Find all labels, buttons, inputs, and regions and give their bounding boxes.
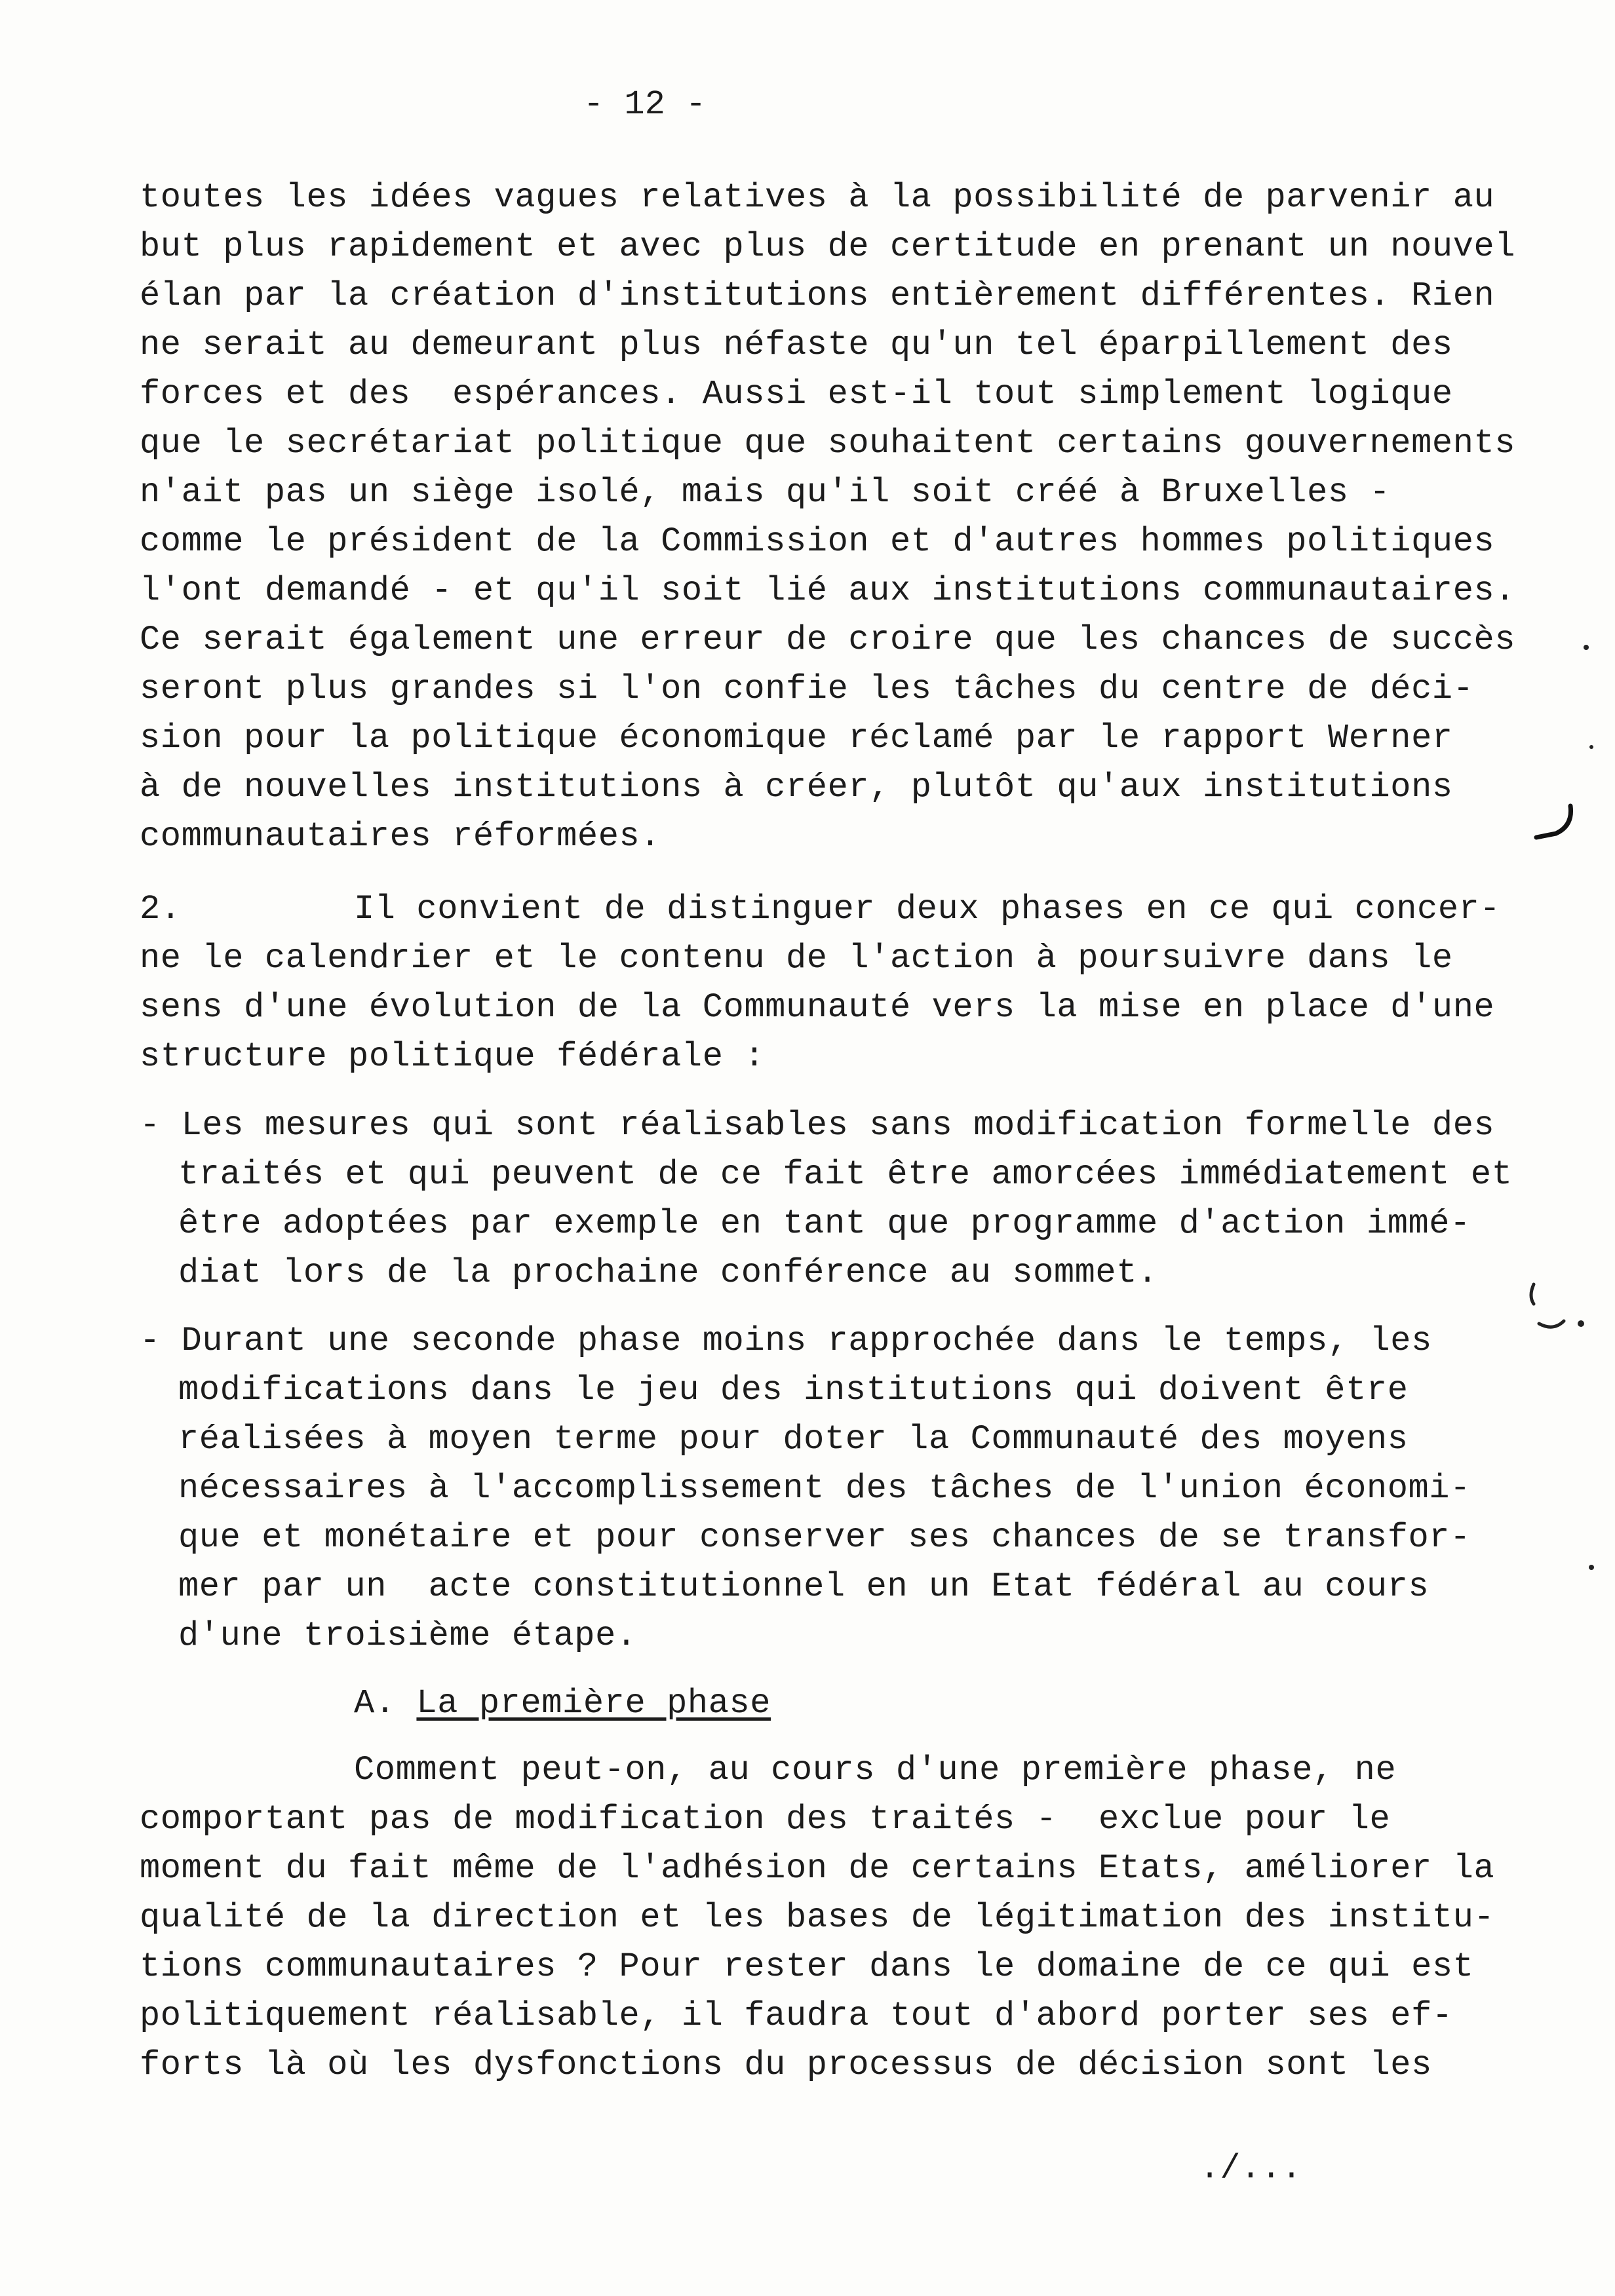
text-line: être adoptées par exemple en tant que programme d'action immé- — [178, 1204, 1471, 1243]
text-line: comme le président de la Commission et d'autres hommes politiques — [140, 522, 1495, 561]
text-line: que le secrétariat politique que souhaitent certains gouvernements — [140, 424, 1516, 463]
text-line: forts là où les dysfonctions du processus de décision sont les — [140, 2046, 1432, 2084]
section-heading — [354, 1684, 771, 1723]
text-line: toutes les idées vagues relatives à la possibilité de parvenir au — [140, 178, 1495, 217]
text-line: forces et des espérances. Aussi est-il tout simplement logique — [140, 375, 1453, 413]
margin-dot — [1589, 1565, 1594, 1570]
text-line: n'ait pas un siège isolé, mais qu'il soit créé à Bruxelles - — [140, 473, 1391, 512]
margin-dot — [1584, 645, 1589, 650]
text-line: ne le calendrier et le contenu de l'action à poursuivre dans le — [140, 939, 1453, 978]
section-number: 2. — [140, 890, 182, 928]
margin-dot — [1578, 1320, 1584, 1327]
text-line: l'ont demandé - et qu'il soit lié aux institutions communautaires. — [140, 571, 1516, 610]
text-line: seront plus grandes si l'on confie les tâches du centre de déci- — [140, 670, 1474, 708]
text-line: à de nouvelles institutions à créer, plutôt qu'aux institutions — [140, 768, 1453, 807]
margin-curve-mark — [1531, 1284, 1564, 1327]
text-line: Comment peut-on, au cours d'une première phase, ne — [354, 1751, 1397, 1789]
text-line: diat lors de la prochaine conférence au sommet. — [178, 1253, 1158, 1292]
text-line: sion pour la politique économique réclamé par le rapport Werner — [140, 719, 1453, 757]
text-line: comportant pas de modification des traités - exclue pour le — [140, 1800, 1391, 1839]
margin-dot — [1589, 745, 1593, 749]
text-line: structure politique fédérale : — [140, 1037, 766, 1076]
margin-curve-mark — [1536, 806, 1571, 837]
page-number: - 12 - — [583, 85, 707, 124]
section-heading-title: La première phase — [416, 1684, 771, 1723]
text-line: que et monétaire et pour conserver ses chances de se transfor- — [178, 1518, 1471, 1557]
text-line: nécessaires à l'accomplissement des tâches de l'union économi- — [178, 1469, 1471, 1508]
text-line: traités et qui peuvent de ce fait être amorcées immédiatement et — [178, 1155, 1513, 1194]
text-line: réalisées à moyen terme pour doter la Communauté des moyens — [178, 1420, 1409, 1459]
text-line: moment du fait même de l'adhésion de certains Etats, améliorer la — [140, 1849, 1495, 1888]
text-line: - Durant une seconde phase moins rapprochée dans le temps, les — [140, 1322, 1432, 1360]
text-line: Il convient de distinguer deux phases en ce qui concer- — [354, 890, 1501, 928]
text-line: - Les mesures qui sont réalisables sans modification formelle des — [140, 1106, 1495, 1145]
text-line: politiquement réalisable, il faudra tout d'abord porter ses ef- — [140, 1997, 1453, 2035]
text-line: mer par un acte constitutionnel en un Etat fédéral au cours — [178, 1567, 1430, 1606]
text-line: tions communautaires ? Pour rester dans le domaine de ce qui est — [140, 1947, 1474, 1986]
section-heading-prefix: A. — [354, 1684, 417, 1723]
text-line: communautaires réformées. — [140, 817, 661, 856]
text-line: qualité de la direction et les bases de légitimation des institu- — [140, 1898, 1495, 1937]
text-line: ne serait au demeurant plus néfaste qu'un tel éparpillement des — [140, 326, 1453, 364]
text-line: Ce serait également une erreur de croire que les chances de succès — [140, 621, 1516, 659]
text-line: d'une troisième étape. — [178, 1617, 637, 1655]
continuation-mark: ./... — [1199, 2149, 1302, 2188]
margin-marks — [1508, 629, 1599, 1579]
text-line: modifications dans le jeu des institutions qui doivent être — [178, 1371, 1409, 1409]
text-line: élan par la création d'institutions entièrement différentes. Rien — [140, 277, 1495, 315]
text-line: sens d'une évolution de la Communauté vers la mise en place d'une — [140, 988, 1495, 1027]
text-line: but plus rapidement et avec plus de certitude en prenant un nouvel — [140, 227, 1516, 266]
